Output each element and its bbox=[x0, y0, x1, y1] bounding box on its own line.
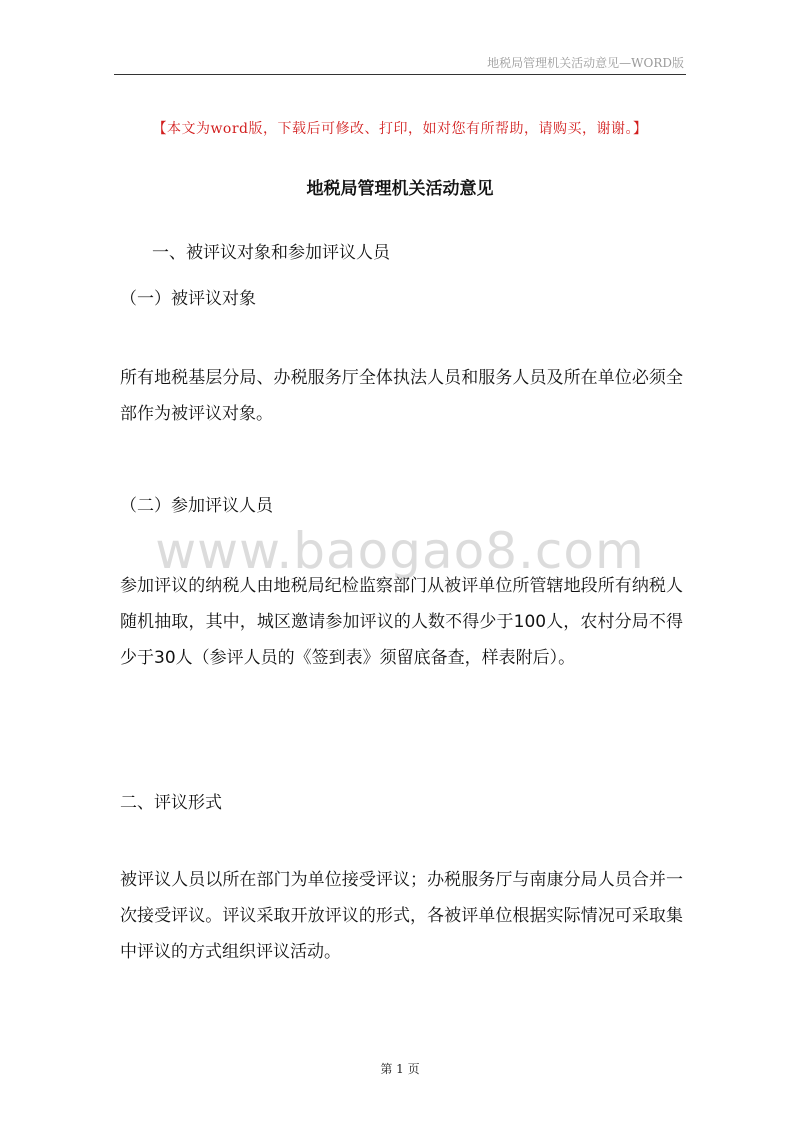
page-number: 第 1 页 bbox=[380, 1062, 420, 1076]
section-2-heading: 二、评议形式 bbox=[120, 793, 222, 813]
subsection-1-heading: （一）被评议对象 bbox=[120, 289, 256, 309]
running-header: 地税局管理机关活动意见—WORD版 bbox=[487, 56, 684, 70]
header-rule bbox=[114, 74, 686, 75]
subsection-2-heading: （二）参加评议人员 bbox=[120, 496, 273, 516]
document-title: 地税局管理机关活动意见 bbox=[306, 179, 494, 199]
purchase-notice: 【本文为word版，下载后可修改、打印，如对您有所帮助，请购买，谢谢。】 bbox=[152, 121, 648, 137]
watermark: www.baogao8.com bbox=[155, 522, 645, 580]
subsection-1-paragraph: 所有地税基层分局、办税服务厅全体执法人员和服务人员及所在单位必须全部作为被评议对象。 bbox=[120, 368, 683, 424]
section-2-paragraph: 被评议人员以所在部门为单位接受评议；办税服务厅与南康分局人员合并一次接受评议。评议采取开放评议的形式，各被评单位根据实际情况可采取集中评议的方式组织评议活动。 bbox=[120, 870, 683, 962]
subsection-2-paragraph: 参加评议的纳税人由地税局纪检监察部门从被评单位所管辖地段所有纳税人随机抽取，其中，城区邀请参加评议的人数不得少于100人，农村分局不得少于30人（参评人员的《签到表》须留底备查，样表附后）。 bbox=[120, 576, 683, 668]
section-1-heading: 一、被评议对象和参加评议人员 bbox=[152, 243, 390, 263]
